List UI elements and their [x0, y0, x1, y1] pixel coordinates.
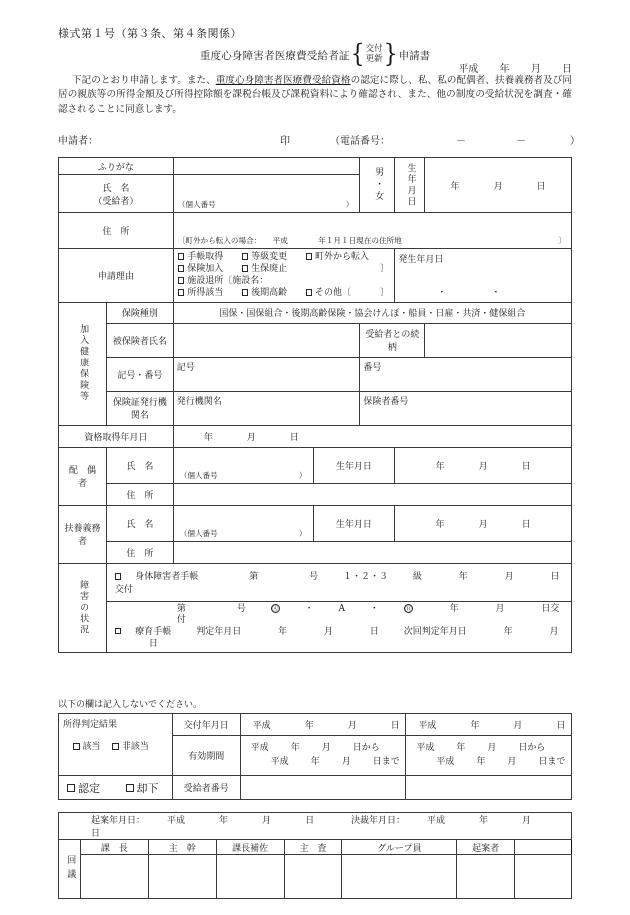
gender-label: 男・女 — [373, 167, 384, 203]
issuer-name-label: 発行機関名 — [176, 396, 222, 407]
recipient-name-input[interactable] — [173, 175, 360, 213]
routing-sign-kachohosa[interactable] — [216, 855, 284, 899]
ryoiku-grade-dot-1: ・ — [304, 603, 314, 614]
brace-left: { — [350, 40, 365, 69]
valid-to-era-2: 平成 — [436, 756, 455, 767]
ryoiku-grade-a: A — [338, 603, 345, 614]
routing-sign-kiansha[interactable] — [457, 855, 515, 899]
acquire-day-unit: 日 — [289, 432, 299, 443]
reason-options-cell — [173, 249, 395, 303]
telephone-paren-close: ） — [570, 136, 580, 147]
valid-period-input-1[interactable] — [240, 736, 406, 776]
recipient-number-input-1[interactable] — [240, 776, 406, 800]
ryoiku-judge-line — [115, 627, 567, 650]
valid-from-month-2: 月 — [487, 743, 497, 753]
relation-input[interactable] — [425, 323, 572, 357]
reason-option-income[interactable] — [178, 287, 230, 299]
dependent-name-input[interactable] — [173, 505, 313, 541]
spouse-day-unit: 日 — [521, 461, 531, 472]
ryoiku-grade-b-circled: Ⓑ — [404, 604, 412, 613]
reason-option-techo[interactable] — [178, 251, 230, 263]
dependent-day-unit: 日 — [521, 519, 531, 530]
routing-col-kacho: 課 長 — [80, 840, 148, 855]
income-applicable-option[interactable] — [73, 739, 101, 752]
checkbox-icon[interactable] — [126, 784, 134, 792]
ryoiku-number-prefix: 第 — [176, 603, 186, 614]
birth-year-unit: 年 — [450, 181, 460, 192]
checkbox-icon[interactable] — [306, 289, 313, 296]
ryoiku-number-line — [115, 604, 567, 627]
checkbox-icon[interactable] — [178, 265, 185, 272]
valid-from-year-2: 年 — [456, 743, 466, 753]
issuer-label: 保険証発行機関名 — [106, 391, 173, 425]
next-judge-label: 次回判定年月日 — [403, 626, 467, 637]
issue-date-label: 交付年月日 — [172, 714, 240, 736]
next-judge-year-unit: 年 — [503, 626, 513, 637]
table-row — [59, 776, 572, 800]
submission-month-unit: 月 — [530, 64, 541, 75]
routing-col-shusa: 主 査 — [284, 840, 342, 855]
draft-month: 月 — [262, 816, 272, 826]
table-row — [59, 563, 572, 601]
dependent-year-unit: 年 — [435, 519, 445, 530]
acquire-date-label: 資格取得年月日 — [59, 425, 174, 447]
income-not-applicable-option[interactable] — [112, 739, 149, 752]
checkbox-icon[interactable] — [242, 265, 249, 272]
table-row — [59, 249, 572, 303]
checkbox-icon[interactable] — [242, 253, 249, 260]
dependent-birth-label: 生年月日 — [313, 505, 395, 541]
reason-option-label: 保険加入 — [187, 264, 224, 275]
table-row — [59, 483, 572, 505]
routing-col-groupin: グループ員 — [342, 840, 457, 855]
routing-sign-extra[interactable] — [515, 855, 572, 899]
reason-option-other[interactable] — [306, 287, 352, 299]
issue-date-input-2[interactable] — [406, 714, 572, 736]
address-transfer-note-close: 〕 — [558, 236, 566, 245]
dependent-address-input[interactable] — [173, 541, 571, 563]
spouse-birth-input[interactable] — [395, 447, 572, 483]
reason-bracket-close-2: 〕 — [380, 288, 390, 299]
symbol-label: 記号 — [176, 362, 195, 373]
disability-vertical-label: 障害の状況 — [78, 579, 89, 636]
checkbox-icon[interactable] — [178, 277, 185, 284]
reason-option-facility[interactable] — [178, 275, 269, 287]
next-judge-day-unit: 日 — [148, 638, 158, 649]
spouse-name-label: 氏 名 — [106, 447, 173, 483]
income-result-cell — [59, 714, 173, 776]
physical-handbook-row[interactable] — [106, 563, 571, 601]
symbol-number-label: 記号・番号 — [106, 357, 173, 391]
dependent-birth-input[interactable] — [395, 505, 572, 541]
reason-option-label: 所得該当 — [187, 288, 224, 299]
reason-label: 申請理由 — [59, 249, 174, 303]
table-row — [59, 425, 572, 447]
submission-date — [440, 60, 572, 75]
table-row — [59, 505, 572, 541]
issuer-name-input[interactable] — [173, 391, 360, 425]
furigana-input[interactable] — [173, 158, 360, 175]
reason-option-insurance[interactable] — [178, 263, 230, 275]
judge-year-unit: 年 — [278, 626, 288, 637]
reason-option-move-in[interactable] — [306, 251, 370, 263]
recipient-address-label: 住 所 — [59, 213, 174, 249]
table-row — [59, 323, 572, 357]
routing-sign-kacho[interactable] — [80, 855, 148, 899]
routing-vertical-label: 回議 — [65, 855, 76, 883]
reason-option-label: 施設退所〔施設名： — [187, 276, 269, 287]
physical-grade-values: １・２・３ — [342, 572, 388, 583]
disability-vertical-label-cell — [59, 563, 107, 653]
issue-date-input-1[interactable] — [240, 714, 406, 736]
symbol-input[interactable] — [173, 357, 360, 391]
ryoiku-year-unit: 年 — [449, 603, 459, 614]
table-row — [59, 855, 572, 899]
reason-option-label: 町外から転入 — [315, 252, 370, 262]
acquire-month-unit: 月 — [246, 432, 256, 443]
next-judge-month-unit: 月 — [549, 626, 559, 637]
insurance-type-label: 保険種別 — [106, 302, 173, 323]
telephone-dash-2: － — [516, 136, 526, 147]
income-applicable-label: 該当 — [82, 742, 101, 752]
ryoiku-handbook-label: 療育手帳 — [135, 626, 172, 637]
approval-month: 月 — [522, 816, 532, 826]
approval-era: 平成 — [426, 816, 445, 826]
insurance-vertical-label: 加入健康保険等 — [78, 324, 89, 403]
issue-year-1: 年 — [304, 721, 314, 731]
spouse-mynumber-label: （個人番号 — [179, 470, 218, 480]
income-not-applicable-label: 非該当 — [121, 742, 149, 752]
telephone-label: （電話番号： — [330, 136, 390, 147]
issue-day-1: 日 — [390, 721, 400, 731]
reason-option-label: 等級変更 — [251, 252, 288, 262]
valid-period-input-2[interactable] — [406, 736, 572, 776]
judge-date-label: 判定年月日 — [196, 626, 242, 637]
ryoiku-issue-suffix: 日交付 — [176, 603, 560, 626]
checkbox-icon[interactable] — [73, 743, 80, 750]
valid-to-month-2: 月 — [507, 756, 517, 767]
consent-text: 下記のとおり申請します。また、重度心身障害者医療費受給資格の認定に際し、私、私の配偶者、扶養義務者及び同居の親族等の所得金額及び所得控除額を課税台帳及び課税資料により確認され、また、他の制度の受給状況を調査・確認されることに同意します。 — [58, 75, 573, 115]
checkbox-icon[interactable] — [112, 743, 119, 750]
title-option-issue: 交付 — [365, 44, 383, 55]
checkbox-icon[interactable] — [306, 253, 313, 260]
income-result-label: 所得判定結果 — [63, 720, 118, 730]
insurance-vertical-label-cell — [59, 302, 107, 425]
dependent-month-unit: 月 — [478, 519, 488, 530]
judge-day-unit: 日 — [369, 626, 379, 637]
occurrence-dot-1: ・ — [437, 287, 447, 298]
spouse-address-label: 住 所 — [106, 483, 173, 505]
seal-label: 印 — [280, 136, 290, 147]
routing-vertical-label-cell — [59, 840, 81, 899]
dependent-mynumber-label: （個人番号 — [179, 528, 218, 538]
valid-from-suffix-1: 日から — [352, 743, 380, 753]
number-input[interactable] — [360, 357, 572, 391]
approval-day: 日 — [91, 829, 101, 839]
name-sub-label-text: （受給者） — [93, 196, 139, 207]
reason-bracket-close-1: 〕 — [380, 264, 390, 275]
acquire-year-unit: 年 — [203, 432, 213, 443]
ryoiku-handbook-row[interactable] — [106, 601, 571, 653]
issue-era-1: 平成 — [252, 721, 271, 731]
table-row — [59, 840, 572, 855]
valid-period-label: 有効期間 — [172, 736, 240, 776]
insured-name-label: 被保険者氏名 — [106, 323, 173, 357]
routing-col-kachohosa: 課長補佐 — [216, 840, 284, 855]
reason-option-label: 後期高齢 — [251, 288, 288, 299]
dependent-address-label: 住 所 — [106, 541, 173, 563]
birth-day-unit: 日 — [536, 181, 546, 192]
submission-day-unit: 日 — [562, 64, 572, 75]
applicant-label: 申請者： — [58, 136, 98, 147]
routing-sign-groupin[interactable] — [342, 855, 457, 899]
valid-from-month-1: 月 — [321, 743, 331, 753]
ryoiku-grade-a-circled: Ⓐ — [271, 604, 279, 613]
draft-date-label: 起案年月日： — [91, 816, 146, 826]
physical-handbook-label: 身体障害者手帳 — [135, 572, 199, 583]
acquire-date-input[interactable] — [173, 425, 571, 447]
valid-to-year-2: 年 — [476, 756, 486, 767]
issue-month-1: 月 — [347, 721, 357, 731]
decision-approve-label: 認定 — [78, 781, 100, 795]
checkbox-icon[interactable] — [115, 628, 122, 635]
table-row — [59, 813, 572, 840]
office-use-note: 以下の欄は記入しないでください。 — [58, 700, 203, 710]
occurrence-date-cell[interactable] — [395, 249, 572, 303]
draft-day: 日 — [305, 816, 315, 826]
recipient-mynumber-close: ） — [345, 200, 354, 209]
recipient-number-label: 受給者番号 — [172, 776, 240, 800]
spouse-month-unit: 月 — [478, 461, 488, 472]
title-option-renew: 更新 — [365, 54, 383, 64]
table-row — [59, 213, 572, 249]
consent-paragraph — [58, 74, 572, 117]
physical-number-prefix: 第 — [249, 572, 259, 583]
telephone-dash-1: － — [456, 136, 466, 147]
routing-col-kianhsa: 起案者 — [457, 840, 515, 855]
insured-name-input[interactable] — [173, 323, 360, 357]
issue-day-2: 日 — [556, 721, 566, 731]
table-row — [59, 158, 572, 175]
spouse-birth-label: 生年月日 — [313, 447, 395, 483]
reason-option-grade[interactable] — [242, 251, 294, 263]
decision-cell — [59, 776, 173, 800]
table-row — [59, 357, 572, 391]
relation-label: 受給者との続柄 — [360, 323, 425, 357]
recipient-mynumber-label: （個人番号 — [177, 200, 216, 209]
judge-month-unit: 月 — [323, 626, 333, 637]
spouse-mynumber-close: ） — [298, 470, 307, 480]
valid-from-era-1: 平成 — [250, 743, 269, 753]
brace-right: } — [383, 40, 398, 69]
insurance-type-values[interactable]: 国保・国保組合・後期高齢保険・協会けんぽ・船員・日雇・共済・健保組合 — [173, 302, 571, 323]
decision-reject-label: 却下 — [136, 781, 159, 795]
table-row — [59, 302, 572, 323]
main-form-table — [58, 157, 572, 653]
form-number: 様式第１号（第３条、第４条関係） — [58, 27, 242, 40]
ryoiku-grade-dot-2: ・ — [369, 603, 379, 614]
routing-table — [58, 812, 572, 899]
ryoiku-month-unit: 月 — [495, 603, 505, 614]
birth-month-unit: 月 — [493, 181, 503, 192]
physical-year-unit: 年 — [458, 572, 468, 583]
spouse-name-input[interactable] — [173, 447, 313, 483]
physical-month-unit: 月 — [504, 572, 514, 583]
recipient-number-input-2[interactable] — [406, 776, 572, 800]
table-row — [59, 391, 572, 425]
checkbox-icon[interactable] — [67, 784, 75, 792]
number-label: 番号 — [363, 362, 382, 373]
address-transfer-note: 〔町外から転入の場合： 平成 年１月１日現在の住所地 — [177, 236, 402, 245]
table-row — [59, 447, 572, 483]
submission-era: 平成 — [458, 64, 479, 75]
approval-year: 年 — [478, 816, 488, 826]
dependent-name-label: 氏 名 — [106, 505, 173, 541]
spouse-label: 配 偶 者 — [59, 447, 107, 505]
draft-year: 年 — [219, 816, 229, 826]
occurrence-dot-2: ・ — [491, 287, 501, 298]
approval-date-label: 決裁年月日： — [350, 816, 405, 826]
valid-from-era-2: 平成 — [416, 743, 435, 753]
furigana-label: ふりがな — [59, 158, 174, 175]
draft-era: 平成 — [167, 816, 186, 826]
document-title-suffix: 申請書 — [398, 49, 431, 62]
insurer-number-input[interactable] — [360, 391, 572, 425]
spouse-address-input[interactable] — [173, 483, 571, 505]
recipient-address-input[interactable] — [173, 213, 571, 249]
issue-year-2: 年 — [470, 721, 480, 731]
routing-sign-shukan[interactable] — [148, 855, 216, 899]
issue-month-2: 月 — [513, 721, 523, 731]
reason-option-koki[interactable] — [242, 287, 294, 299]
office-use-table — [58, 713, 572, 800]
valid-from-suffix-2: 日から — [518, 743, 546, 753]
table-row — [59, 714, 572, 736]
table-row — [59, 541, 572, 563]
dependent-label: 扶養義務者 — [59, 505, 107, 563]
reason-option-label: 生保廃止 — [251, 264, 288, 275]
reason-option-seiho[interactable] — [242, 263, 294, 275]
reason-option-label: 手帳取得 — [187, 252, 224, 262]
decision-approve-option[interactable] — [67, 780, 100, 796]
birth-label: 生年月日 — [405, 162, 416, 208]
name-label-text: 氏 名 — [102, 183, 130, 194]
routing-sign-shusa[interactable] — [284, 855, 342, 899]
insurer-number-label: 保険者番号 — [363, 396, 409, 407]
spouse-year-unit: 年 — [435, 461, 445, 472]
valid-to-era-1: 平成 — [270, 756, 289, 767]
occurrence-date-label: 発生年月日 — [398, 255, 444, 265]
birth-label-cell — [395, 158, 425, 213]
checkbox-icon[interactable] — [242, 289, 249, 296]
valid-to-year-1: 年 — [310, 756, 320, 767]
checkbox-icon[interactable] — [115, 573, 122, 580]
issue-renew-choice — [350, 40, 398, 69]
physical-grade-unit: 級 — [412, 572, 422, 583]
recipient-name-label — [59, 175, 174, 213]
valid-to-suffix-1: 日まで — [372, 756, 400, 767]
physical-number-suffix: 号 — [309, 572, 319, 583]
gender-label-cell — [360, 158, 395, 213]
routing-dates-row[interactable] — [59, 813, 572, 840]
ryoiku-number-suffix: 号 — [236, 603, 246, 614]
table-row — [59, 601, 572, 653]
issue-era-2: 平成 — [418, 721, 437, 731]
reason-option-label: その他〔 — [315, 288, 352, 299]
routing-col-shukan: 主 幹 — [148, 840, 216, 855]
valid-from-year-1: 年 — [290, 743, 300, 753]
valid-to-month-1: 月 — [341, 756, 351, 767]
birth-date-input[interactable] — [425, 158, 572, 213]
decision-reject-option[interactable] — [126, 780, 159, 796]
physical-issue-suffix: 日交付 — [114, 572, 560, 596]
routing-col-extra-header — [515, 840, 572, 855]
submission-year-unit: 年 — [499, 64, 510, 75]
checkbox-icon[interactable] — [178, 253, 185, 260]
document-title-main: 重度心身障害者医療費受給者証 — [199, 49, 350, 62]
valid-to-suffix-2: 日まで — [538, 756, 566, 767]
checkbox-icon[interactable] — [178, 289, 185, 296]
dependent-mynumber-close: ） — [298, 528, 307, 538]
